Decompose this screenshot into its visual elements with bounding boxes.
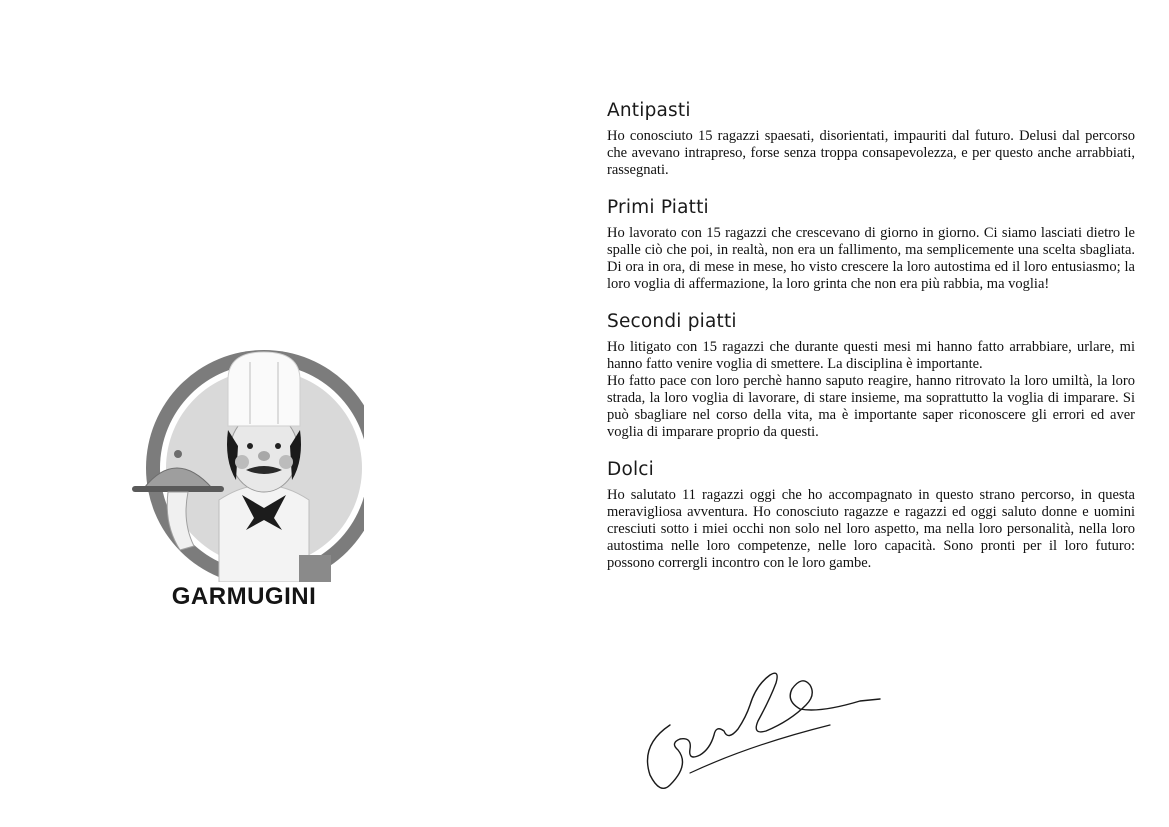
chef-illustration	[124, 350, 364, 582]
section-dolci	[607, 459, 1135, 572]
section-paragraph: Ho salutato 11 ragazzi oggi che ho accompagnato in questo strano percorso, in questa meravigliosa avventura. Ho conosciuto ragazze e ragazzi ed oggi saluto donne e uomini cresciuti sotto i miei occhi non solo nel loro aspetto, ma nella loro personalità, nella loro autostima nelle loro competenze, nelle loro capacità. Sono pronti per il loro futuro: possono corrergli incontro con le loro gambe.	[607, 487, 1135, 571]
section-heading: Secondi piatti	[607, 311, 737, 332]
section-antipasti	[607, 100, 1135, 179]
section-paragraph: Ho fatto pace con loro perchè hanno saputo reagire, hanno ritrovato la loro umiltà, la loro strada, la loro voglia di lavorare, di stare insieme, ma soprattutto la voglia di imparare. Si può sbagliare nel corso della vita, ma è importante saper riconoscere gli errori ed aver voglia di imparare proprio da questi.	[607, 373, 1135, 440]
section-heading: Dolci	[607, 459, 655, 480]
section-heading: Primi Piatti	[607, 197, 709, 218]
section-paragraph: Ho lavorato con 15 ragazzi che crescevano di giorno in giorno. Ci siamo lasciati dietro le spalle ciò che poi, in realtà, non era un fallimento, ma semplicemente una scelta sbagliata. Di ora in ora, di mese in mese, ho visto crescere la loro autostima ed il loro entusiasmo; la loro voglia di affermazione, la loro grinta che non era più rabbia, ma voglia!	[607, 225, 1135, 292]
section-secondi-piatti	[607, 311, 1135, 441]
logo-wordmark: GARMUGINI	[171, 583, 317, 610]
section-heading: Antipasti	[607, 100, 691, 121]
section-paragraph: Ho litigato con 15 ragazzi che durante questi mesi mi hanno fatto arrabbiare, urlare, mi hanno fatto venire voglia di smettere. La disciplina è importante.	[607, 339, 1135, 372]
garmugini-logo	[124, 350, 364, 620]
section-paragraph: Ho conosciuto 15 ragazzi spaesati, disorientati, impauriti dal futuro. Delusi dal percorso che avevano intrapreso, forse senza troppa consapevolezza, e per questo anche arrabbiati, rassegnati.	[607, 128, 1135, 178]
section-primi-piatti	[607, 197, 1135, 293]
menu-text	[607, 100, 1135, 572]
handwritten-signature	[630, 665, 890, 805]
chef-hat-icon	[228, 352, 300, 426]
